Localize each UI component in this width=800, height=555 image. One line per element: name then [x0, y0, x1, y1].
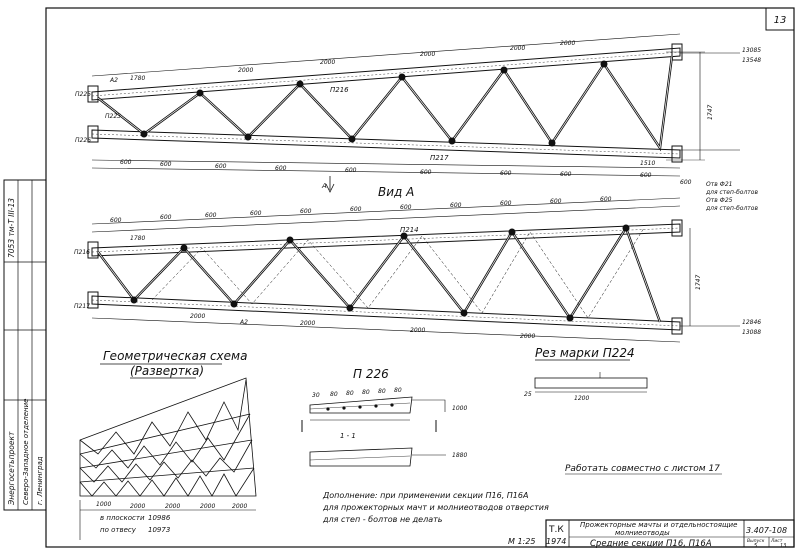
dim-right-1747: 1747	[707, 104, 714, 120]
top-truss-dimensions	[75, 40, 761, 212]
sec-length-1000: 1000	[452, 405, 468, 412]
va-dim-right-1747: 1747	[695, 274, 702, 290]
dim-bottom-7: 600	[500, 170, 512, 177]
label-a2: А2	[110, 77, 118, 84]
dim-bottom-5: 600	[345, 167, 357, 174]
va-label-a2: А2	[240, 319, 248, 326]
sec-dim-4: 80	[362, 389, 370, 396]
va-dim-top-4: 600	[205, 212, 217, 219]
marker-a: А	[322, 182, 327, 190]
dim-top-1: 1780	[130, 75, 146, 82]
va-dim-bottom-4: 2000	[520, 333, 536, 340]
scheme-dim-2: 2000	[130, 503, 146, 510]
sec-dim-5: 80	[378, 388, 386, 395]
dim-bottom-8: 600	[560, 171, 572, 178]
va-dim-bottom-3: 2000	[410, 327, 426, 334]
view-a-truss	[88, 198, 740, 342]
scheme-axis-label: по отвесу	[100, 526, 136, 534]
sec-dim-3: 80	[346, 390, 354, 397]
addition-note-1: Дополнение: при применении секции П16, П16А	[323, 491, 529, 500]
top-truss	[88, 34, 740, 192]
va-dim-top-6: 600	[300, 208, 312, 215]
va-elevation-12846: 12846	[742, 319, 762, 326]
section-p226-dimensions	[312, 387, 467, 459]
side-stamp-reg-number: 7053 тм-Т III-13	[7, 197, 16, 258]
hole-note-3: Отв Ф25	[706, 197, 733, 204]
view-a-title: Вид А	[378, 185, 415, 199]
stamp-subtitle: Средние секции П16, П16А	[590, 539, 712, 549]
va-dim-bottom-1: 2000	[190, 313, 206, 320]
scheme-dim-4: 2000	[200, 503, 216, 510]
sec-dim-2: 80	[330, 391, 338, 398]
p224-thickness: 25	[524, 391, 532, 398]
section-p226-drawing	[302, 397, 446, 466]
va-dim-top-1: 600	[110, 217, 122, 224]
stamp-list-label: Лист	[771, 539, 783, 544]
dim-top-2: 2000	[238, 67, 254, 74]
dim-top-4: 2000	[420, 51, 436, 58]
label-p223: П223	[105, 113, 121, 120]
va-dim-top-3: 600	[160, 214, 172, 221]
label-p217: П217	[430, 154, 449, 162]
stamp-doc-number: 3.407-108	[746, 526, 788, 535]
va-label-p214: П214	[400, 226, 419, 234]
dim-top-3: 2000	[320, 59, 336, 66]
scale: М 1:25	[508, 537, 536, 546]
elevation-13085: 13085	[742, 47, 762, 54]
scheme-dim-5: 2000	[232, 503, 248, 510]
scheme-plane-value: 10986	[148, 514, 171, 522]
sheet-number: 13	[773, 15, 787, 26]
side-stamp-city: г. Ленинград	[36, 456, 44, 505]
stamp-title-line2: молниеотводы	[615, 529, 670, 537]
section-p226-title: П 226	[353, 367, 389, 381]
stamp-title-line1: Прожекторные мачты и отдельностоящие	[580, 521, 738, 529]
sec-dim-6: 80	[394, 387, 402, 394]
va-dim-top-2: 1780	[130, 235, 146, 242]
va-dim-top-9: 600	[450, 202, 462, 209]
side-stamp	[4, 180, 46, 510]
side-stamp-org: Энергосетьпроект	[7, 431, 16, 505]
dim-bottom-9: 600	[640, 172, 652, 179]
dim-bottom-2: 600	[160, 161, 172, 168]
scheme-subtitle: (Развертка)	[130, 364, 204, 378]
p224-length: 1200	[574, 395, 590, 402]
hole-note-1: Отв Ф21	[706, 181, 733, 188]
dim-top-5: 2000	[510, 45, 526, 52]
stamp-sheet-label: Выпуск	[747, 539, 765, 544]
va-dim-top-8: 600	[400, 204, 412, 211]
va-label-p217: П217	[74, 303, 90, 310]
sec-dim-1: 30	[312, 392, 320, 399]
va-dim-top-7: 600	[350, 206, 362, 213]
work-note: Работать совместно с листом 17	[565, 464, 720, 474]
scheme-title: Геометрическая схема	[103, 349, 248, 363]
va-dim-top-11: 600	[550, 198, 562, 205]
dim-bottom-4: 600	[275, 165, 287, 172]
addition-note-3: для степ - болтов не делать	[323, 515, 443, 524]
stamp-sheet-value: 5	[754, 543, 758, 549]
section-11-title: 1 - 1	[340, 432, 356, 440]
stamp-list-value: 13	[780, 543, 787, 549]
va-dim-top-10: 600	[500, 200, 512, 207]
elevation-13548: 13548	[742, 57, 762, 64]
scheme-dim-3: 2000	[165, 503, 181, 510]
label-p226: П226	[75, 137, 91, 144]
addition-note-2: для прожекторных мачт и молниеотводов отверстия	[323, 503, 549, 512]
label-p216: П216	[330, 86, 349, 94]
dim-right-1510: 1510	[640, 160, 656, 167]
va-dim-top-5: 600	[250, 210, 262, 217]
p224-cut-title: Рез марки П224	[535, 346, 635, 360]
stamp-code: Т.К	[549, 525, 564, 535]
va-label-p216: П216	[74, 249, 90, 256]
va-dim-bottom-2: 2000	[300, 320, 316, 327]
va-elevation-13088: 13088	[742, 329, 762, 336]
label-p225: П225	[75, 91, 91, 98]
hole-note-2: для степ-болтов	[706, 189, 758, 196]
scheme-axis-value: 10973	[148, 526, 171, 534]
dim-bottom-6: 600	[420, 169, 432, 176]
scheme-plane-label: в плоскости	[100, 514, 145, 522]
year: 1974	[546, 537, 567, 546]
dim-bottom-1: 600	[120, 159, 132, 166]
sec-length-1880: 1880	[452, 452, 468, 459]
dim-bottom-3: 600	[215, 163, 227, 170]
scheme-dim-1: 1000	[96, 501, 112, 508]
p224-cut-drawing	[535, 372, 647, 392]
dim-top-6: 2000	[560, 40, 576, 47]
dim-right-600: 600	[680, 179, 692, 186]
hole-note-4: для степ-болтов	[706, 205, 758, 212]
va-dim-top-12: 600	[600, 196, 612, 203]
side-stamp-dept: Северо-Западное отделение	[22, 398, 30, 505]
scheme-dimensions	[96, 501, 247, 534]
